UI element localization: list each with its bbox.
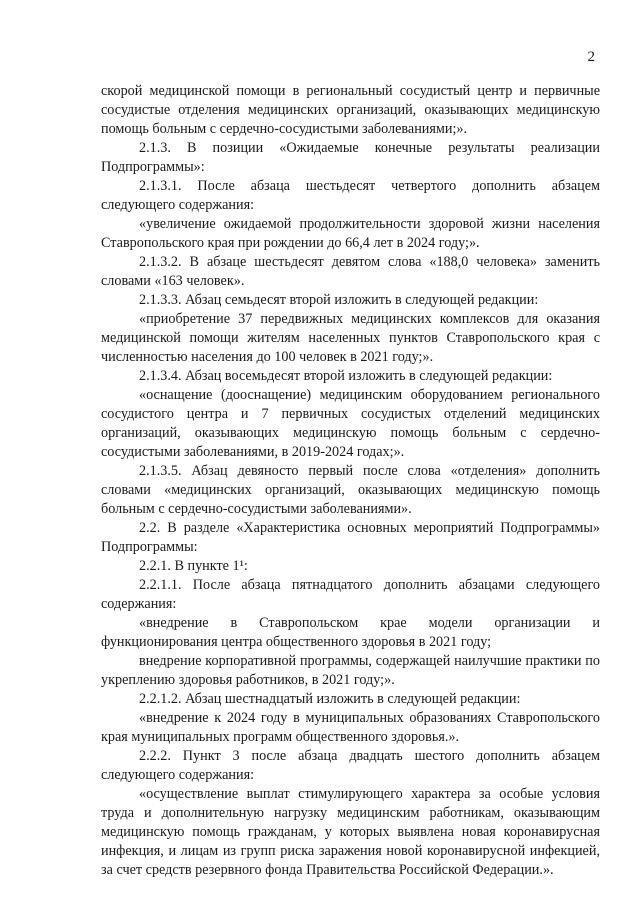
quoted-paragraph: «внедрение к 2024 году в муниципальных образованиях Ставропольского края муниципальных программ общественного здоровья.». xyxy=(101,710,600,745)
paragraph-2-1-3-1: 2.1.3.1. После абзаца шестьдесят четвертого дополнить абзацем следующего содержания: xyxy=(101,178,600,213)
quoted-paragraph: «внедрение в Ставропольском крае модели организации и функционирования центра общественного здоровья в 2021 году; xyxy=(101,615,600,650)
page-number: 2 xyxy=(587,49,595,65)
paragraph-2-2-2: 2.2.2. Пункт 3 после абзаца двадцать шестого дополнить абзацем следующего содержания: xyxy=(101,748,600,783)
paragraph-2-2-1-1: 2.2.1.1. После абзаца пятнадцатого дополнить абзацами следующего содержания: xyxy=(101,577,600,612)
document-body xyxy=(101,82,600,880)
quoted-paragraph: «осуществление выплат стимулирующего характера за особые условия труда и дополнительную нагрузку медицинским работникам, оказывающим медицинскую помощь гражданам, у которых выявлена новая коронавирусная инфекция, и лицам из групп риска заражения новой коронавирусной инфекцией, за счет средств резервного фонда Правительства Российской Федерации.». xyxy=(101,786,600,878)
paragraph-2-1-3: 2.1.3. В позиции «Ожидаемые конечные результаты реализации Подпрограммы»: xyxy=(101,140,600,175)
paragraph-2-1-3-5: 2.1.3.5. Абзац девяносто первый после слова «отделения» дополнить словами «медицинских организаций, оказывающих медицинскую помощь больным с сердечно-сосудистыми заболеваниями». xyxy=(101,463,600,517)
quoted-paragraph: внедрение корпоративной программы, содержащей наилучшие практики по укреплению здоровья работников, в 2021 году;». xyxy=(101,653,600,688)
paragraph-2-1-3-2: 2.1.3.2. В абзаце шестьдесят девятом слова «188,0 человека» заменить словами «163 человек». xyxy=(101,254,600,289)
quoted-paragraph: «увеличение ожидаемой продолжительности здоровой жизни населения Ставропольского края при рождении до 66,4 лет в 2024 году;». xyxy=(101,216,600,251)
paragraph-2-1-3-3: 2.1.3.3. Абзац семьдесят второй изложить в следующей редакции: xyxy=(139,292,539,308)
paragraph-2-1-3-4: 2.1.3.4. Абзац восемьдесят второй изложить в следующей редакции: xyxy=(139,368,553,384)
paragraph-2-2: 2.2. В разделе «Характеристика основных мероприятий Подпрограммы» Подпрограммы: xyxy=(101,520,600,555)
paragraph-continuation: скорой медицинской помощи в региональный сосудистый центр и первичные сосудистые отделения медицинских организаций, оказывающих медицинскую помощь больным с сердечно-сосудистыми заболеваниями;». xyxy=(101,83,600,137)
paragraph-2-2-1-2: 2.2.1.2. Абзац шестнадцатый изложить в следующей редакции: xyxy=(139,691,521,707)
paragraph-2-2-1: 2.2.1. В пункте 1¹: xyxy=(139,558,248,574)
quoted-paragraph: «приобретение 37 передвижных медицинских комплексов для оказания медицинской помощи жителям населенных пунктов Ставропольского края с численностью населения до 100 человек в 2021 году;». xyxy=(101,311,600,365)
quoted-paragraph: «оснащение (дооснащение) медицинским оборудованием регионального сосудистого центра и 7 первичных сосудистых отделений медицинских организаций, оказывающих медицинскую помощь больным с сердечно-сосудистыми заболеваниями, в 2019-2024 годах;». xyxy=(101,387,600,460)
